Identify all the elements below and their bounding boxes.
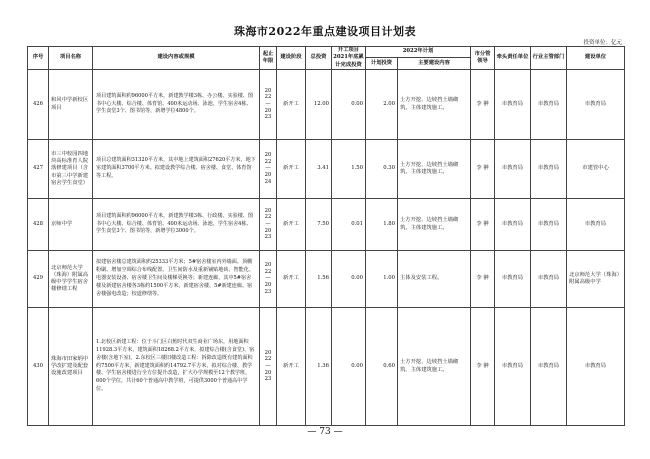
row-cumulative: 0.00 xyxy=(332,70,366,140)
header-name: 项目名称 xyxy=(49,47,93,70)
row-name: 珠海市田家炳中学改扩建及配套设施改建项目 xyxy=(49,308,93,426)
table-row xyxy=(28,199,625,251)
header-plan-invest: 计划投资 xyxy=(366,58,398,70)
table-row xyxy=(28,140,625,199)
row-total: 3.41 xyxy=(306,140,332,199)
row-lead-unit: 市教育局 xyxy=(495,70,531,140)
row-content: 项目建筑面积约96000平方米，新建教学楼3栋、行政楼、实验楼、图书中心大楼、综合楼、体育馆、400米运动场、泳池、学生宿舍4栋、学生食堂3个、图书馆等，新增学位3000个。 xyxy=(93,199,260,251)
row-name: 北京师范大学（珠海）附属高级中学学生宿舍楼修缮工程 xyxy=(49,251,93,308)
row-plan-content: 土方开挖、边坡挡土墙砌筑、主体建筑施工。 xyxy=(398,199,471,251)
header-lead-unit: 牵头责任单位 xyxy=(495,47,531,70)
row-plan-content: 土方开挖、边坡挡土墙砌筑、主体建筑施工。 xyxy=(398,70,471,140)
row-phase: 新开工 xyxy=(277,308,306,426)
row-cumulative: 1.50 xyxy=(332,140,366,199)
row-builder: 市教育局 xyxy=(567,199,625,251)
header-total: 总投资 xyxy=(306,47,332,70)
row-plan-invest: 1.80 xyxy=(366,199,398,251)
row-plan-content: 土方开挖、边坡挡土墙砌筑、主体建筑施工。 xyxy=(398,140,471,199)
row-lead: 李 翀 xyxy=(471,251,495,308)
row-seq: 430 xyxy=(28,308,49,426)
row-industry-dept: 市教育局 xyxy=(531,199,567,251)
table-row xyxy=(28,70,625,140)
row-lead-unit: 市教育局 xyxy=(495,140,531,199)
row-content: 项目总建筑面积31320平方米，其中地上建筑面积27620平方米，地下室建筑面积3700平方米。拟建设教学综合楼、宿舍楼、食堂、体育馆等工程。 xyxy=(93,140,260,199)
row-cumulative: 0.01 xyxy=(332,199,366,251)
row-builder: 市教育局 xyxy=(567,308,625,426)
row-seq: 429 xyxy=(28,251,49,308)
investment-unit-note: 投资单位：亿元 xyxy=(583,40,622,46)
header-builder: 建设单位 xyxy=(567,47,625,70)
row-cumulative: 0.00 xyxy=(332,251,366,308)
row-industry-dept: 市教育局 xyxy=(531,308,567,426)
header-city-lead: 市分管领导 xyxy=(471,47,495,70)
row-years: 2022—2023 xyxy=(260,70,277,140)
header-cumulative: 开工项目2021年底累计完成投资 xyxy=(333,47,364,68)
header-plan-group: 2022年计划 xyxy=(366,47,471,58)
row-lead: 李 翀 xyxy=(471,199,495,251)
row-seq: 426 xyxy=(28,70,49,140)
row-years: 2022—2023 xyxy=(260,308,277,426)
row-lead: 李 翀 xyxy=(471,70,495,140)
row-years: 2022—2024 xyxy=(260,140,277,199)
row-plan-invest: 2.00 xyxy=(366,70,398,140)
row-builder: 市建管中心 xyxy=(567,140,625,199)
row-content: 拟建宿舍楼总建筑面积约25333平方米；5#宿舍楼室内外墙面、顶棚粉刷、增加空调综合布线配置、卫生间防水及重新铺贴地砖、智能化、电器安装设备、宿舍楼卫生间及楼梯更换等；新建连廊，其中5#宿舍楼及新建宿舍楼各3栋约1500平方米，新建宿舍楼、5#新建连廊。宿舍楼强电改造；校道修缮等。 xyxy=(93,251,260,308)
project-plan-table xyxy=(27,46,625,426)
row-cumulative: 0.00 xyxy=(332,308,366,426)
header-phase: 建设阶段 xyxy=(277,47,306,70)
header-seq: 序号 xyxy=(28,47,49,70)
row-industry-dept: 市教育局 xyxy=(531,70,567,140)
row-plan-content: 土方开挖、边坡挡土墙砌筑、主体建筑施工。 xyxy=(398,308,471,426)
header-industry-dept: 行业主管部门 xyxy=(531,47,567,70)
row-lead-unit: 市教育局 xyxy=(495,308,531,426)
row-builder: 市教育局 xyxy=(567,70,625,140)
table-row xyxy=(28,308,625,426)
row-plan-invest: 0.30 xyxy=(366,140,398,199)
row-builder: 北京师范大学（珠海）附属高级中学 xyxy=(567,251,625,308)
header-years: 起止年限 xyxy=(260,47,277,70)
row-industry-dept: 市教育局 xyxy=(531,140,567,199)
row-phase: 新开工 xyxy=(277,251,306,308)
row-total: 1.56 xyxy=(306,251,332,308)
page-number: — 73 — xyxy=(307,427,343,437)
row-total: 1.36 xyxy=(306,308,332,426)
row-years: 2022—2023 xyxy=(260,199,277,251)
row-phase: 新开工 xyxy=(277,70,306,140)
row-lead: 李 翀 xyxy=(471,308,495,426)
row-industry-dept: 市教育局 xyxy=(531,251,567,308)
row-lead-unit: 市教育局 xyxy=(495,199,531,251)
row-phase: 新开工 xyxy=(277,140,306,199)
row-years: 2022—2023 xyxy=(260,251,277,308)
row-total: 7.50 xyxy=(306,199,332,251)
row-plan-content: 主体及安装工程。 xyxy=(398,251,471,308)
row-phase: 新开工 xyxy=(277,199,306,251)
row-name: 市三中校园四地块高标准育人院落修建项目（含市第三中学新建宿舍学生食堂） xyxy=(49,140,93,199)
row-name: 京师中学 xyxy=(49,199,93,251)
row-content: 1.北校区新建工程：位于斗门区白蕉时代双生商业广场东，用地面积11928.3平方米，建筑面积18268.2平方米，拟建综合楼(含食堂)、宿舍楼(含地下室)。2.东校区三楼旧楼改造工程：拆除改造既有建筑面积约7500平方米，新建建筑面积约14792.7平方米，拟对综合楼、教学楼、学生宿舍楼进行全方位提升改造，扩大办学规模至12个教学班，600个学位，共计60个普通高中教学班，可提供3000个普通高中学位。 xyxy=(93,308,260,426)
table-row xyxy=(28,251,625,308)
row-plan-invest: 0.60 xyxy=(366,308,398,426)
row-total: 12.00 xyxy=(306,70,332,140)
row-lead-unit: 市教育局 xyxy=(495,251,531,308)
header-content: 建设内容或规模 xyxy=(93,47,260,70)
row-seq: 428 xyxy=(28,199,49,251)
row-seq: 427 xyxy=(28,140,49,199)
header-plan-content: 主要建设内容 xyxy=(398,58,471,70)
row-content: 项目建筑面积约96000平方米，新建教学楼3栋、办公楼、实验楼、图书中心大楼、综合楼、体育馆、400米运动场、泳池、学生宿舍4栋、学生食堂3个、图书馆等，新增学位4800个。 xyxy=(93,70,260,140)
row-name: 和风中学新校区项目 xyxy=(49,70,93,140)
page-title: 珠海市2022年重点建设项目计划表 xyxy=(233,25,417,38)
row-lead: 李 翀 xyxy=(471,140,495,199)
row-plan-invest: 1.00 xyxy=(366,251,398,308)
